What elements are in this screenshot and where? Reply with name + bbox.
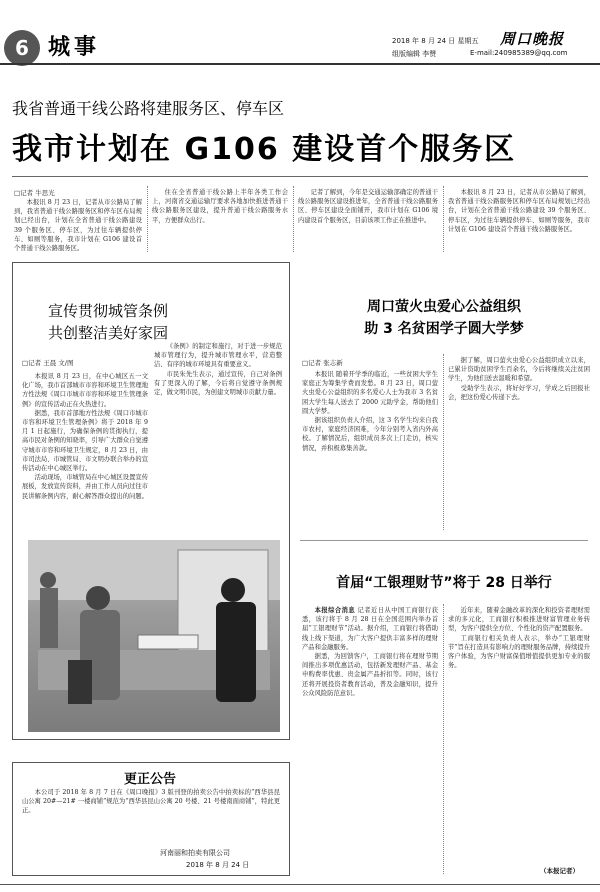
story-c-paragraph-4: 工商银行相关负责人表示，举办“工银理财节”旨在打造具有影响力的理财服务品牌，持续提升客户体验，为客户财富保值增值提供更加专业的服务。 [448,634,590,670]
masthead-rule [0,63,600,65]
story-c-paragraph-3: 近年来，随着金融改革的深化和投资者理财需求的多元化，工商银行积极推进财富管理业务转型，为客户提供全方位、个性化的资产配置服务。 [448,607,590,633]
story-c-col-2 [448,606,590,860]
story-a-col-2 [154,342,282,538]
notice-text: 本公司于 2018 年 8 月 7 日在《周口晚报》3 版刊登的拍卖公告中拍卖标的“西华县昆山公寓 20#—21# 一楼商铺”规范为“西华县昆山公寓 20 号楼、21 号楼南面商铺”，特此更正。 [22,789,280,815]
story-b-title-2: 助 3 名贫困学子圆大学梦 [364,321,524,337]
notice-date: 2018 年 8 月 24 日 [186,861,250,869]
section-title: 城事 [48,35,101,60]
story-c-title: 首届“工银理财节”将于 28 日举行 [336,575,552,591]
notice-title: 更正公告 [123,772,176,787]
story-a-title-1: 宣传贯彻城管条例 [47,302,168,320]
lead-paragraph-2: 住在全省普通干线公路上半年各类工作会上，河南省交通运输厅要求各地加快推进普通干线公路服务区建设，提升普通干线公路服务水平，方便群众出行。 [152,189,288,224]
date-line: 2018 年 8 月 24 日 星期五 [392,37,479,45]
story-c-col-1 [302,606,438,870]
lead-col-1 [14,198,142,253]
story-b-paragraph-1: 本报讯 随着开学季的临近，一些贫困大学生家庭正为筹集学费而发愁。8 月 23 日，周口萤火虫爱心公益组织的多名爱心人士为我市 3 名贫困大学生每人送去了 2000 元助学金，帮助他们圆大学梦。 [302,371,438,415]
story-a-paragraph-4: 《条例》的制定和施行，对于进一步规范城市管理行为，提升城市管理水平，营造整洁、有序的城市环境具有重要意义。 [154,343,282,369]
lead-paragraph-1-cont: 本报讯 8 月 23 日，记者从市公路局了解到，我省普通干线公路服务区和停车区布局规划已经出台，计划在全省普通干线公路建设 39 个服务区、停车区，为过往车辆提供停车、如厕等服务，我市计划在 G106 建设首个普通干线公路服务区。 [448,189,590,233]
story-b-paragraph-3: 据了解，周口萤火虫爱心公益组织成立以来，已累计资助贫困学生百余名，今后将继续关注贫困学生，为他们送去温暖和希望。 [448,357,590,383]
lead-col-4 [448,188,590,250]
story-a-title-2: 共创整洁美好家园 [47,324,168,342]
story-b-col-2 [448,356,590,528]
lead-byline: □记者 牛思光 [14,189,55,197]
story-b-paragraph-2: 据该组织负责人介绍，这 3 名学生均来自我市农村，家庭经济困难，今年分别考入省内外高校。了解情况后，组织成员多次上门走访，核实情况，并积极募集善款。 [302,417,438,452]
lead-rule [12,176,588,177]
editor-line: 组版编辑 李赞 [392,50,437,58]
story-a-col-1 [22,372,148,538]
story-b-rule [300,540,588,541]
lead-kicker: 我省普通干线公路将建服务区、停车区 [12,99,285,118]
story-c-signoff: （本报记者） [540,867,579,875]
notice-body [22,788,280,836]
photo-illustration [28,540,280,732]
story-b-title-1: 周口萤火虫爱心公益组织 [367,299,521,315]
page-number-badge [4,30,40,66]
email: E-mail:240985389@qq.com [470,49,568,57]
story-b-paragraph-4: 受助学生表示，将好好学习，学成之后回报社会，把这份爱心传递下去。 [448,384,590,401]
story-a-photo [28,540,280,732]
lead-paragraph-1: 本报讯 8 月 23 日，记者从市公路局了解到，我省普通干线公路服务区和停车区布局规划已经出台，计划在全省普通干线公路建设 39 个服务区、停车区，为过往车辆提供停车、如厕等服务，我市计划在 G106 建设首个普通干线公路服务区。 [14,199,142,253]
story-c-paragraph-2: 据悉，为回馈客户，工商银行将在理财节期间推出多项优惠活动，包括新发理财产品、基金申购费率优惠、贵金属产品折扣等。同时，该行还将开展投资者教育活动，普及金融知识，提升公众风险防范意识。 [302,653,438,697]
lead-col-3 [298,188,438,250]
story-a-paragraph-5: 市民朱先生表示，通过宣传，自己对条例有了更深入的了解，今后将自觉遵守条例规定，做文明市民，为创建文明城市贡献力量。 [154,370,282,397]
story-b-col-1 [302,370,438,528]
story-a-paragraph-3: 活动现场，市城管局在中心城区设置宣传展板，发放宣传资料，并由工作人员向过往市民讲解条例内容，耐心解答群众提出的问题。 [22,474,148,500]
story-c-paragraph-1: 记者近日从中国工商银行获悉，该行将于 8 月 28 日在全国范围内举办首届“工银理财节”活动。据介绍，工商银行将借助线上线下渠道，为广大客户提供丰富多样的理财产品和金融服务。 [302,607,438,651]
bottom-rule [0,884,600,885]
story-a-paragraph-2: 据悉，我市首部地方性法规《周口市城市市容和环境卫生管理条例》将于 2018 年 9 月 1 日起施行，为确保条例的贯彻执行，提高市民对条例的知晓率，引导广大群众自觉遵守城市市容和环境卫生规定，8 月 23 日，由市司法局、市城管局、市文明办联合举办的宣传活动在中心城区举行。 [22,409,148,473]
paper-name: 周口晚报 [500,30,565,48]
story-a-paragraph-1: 本报讯 8 月 23 日，在中心城区五一文化广场，我市首部城市市容和环境卫生管理地方性法规《周口市城市市容和环境卫生管理条例》的宣传活动正在火热进行。 [22,373,148,408]
notice-company: 河南丽和拍卖有限公司 [160,849,230,857]
story-a-byline: □记者 王晨 文/图 [22,359,74,367]
page-number: 6 [15,36,29,60]
lead-paragraph-3: 记者了解到，今年是交通运输部确定的普通干线公路服务区建设推进年，全省普通干线公路服务区、停车区建设全面铺开，我市计划在 G106 境内建设首个服务区，目前该项工作正在推进中。 [298,189,438,224]
lead-headline: 我市计划在 G106 建设首个服务区 [12,132,517,167]
story-b-byline: □记者 张志新 [302,359,343,367]
lead-col-2 [152,188,288,250]
story-c-byline: 本报综合消息 [314,607,356,614]
